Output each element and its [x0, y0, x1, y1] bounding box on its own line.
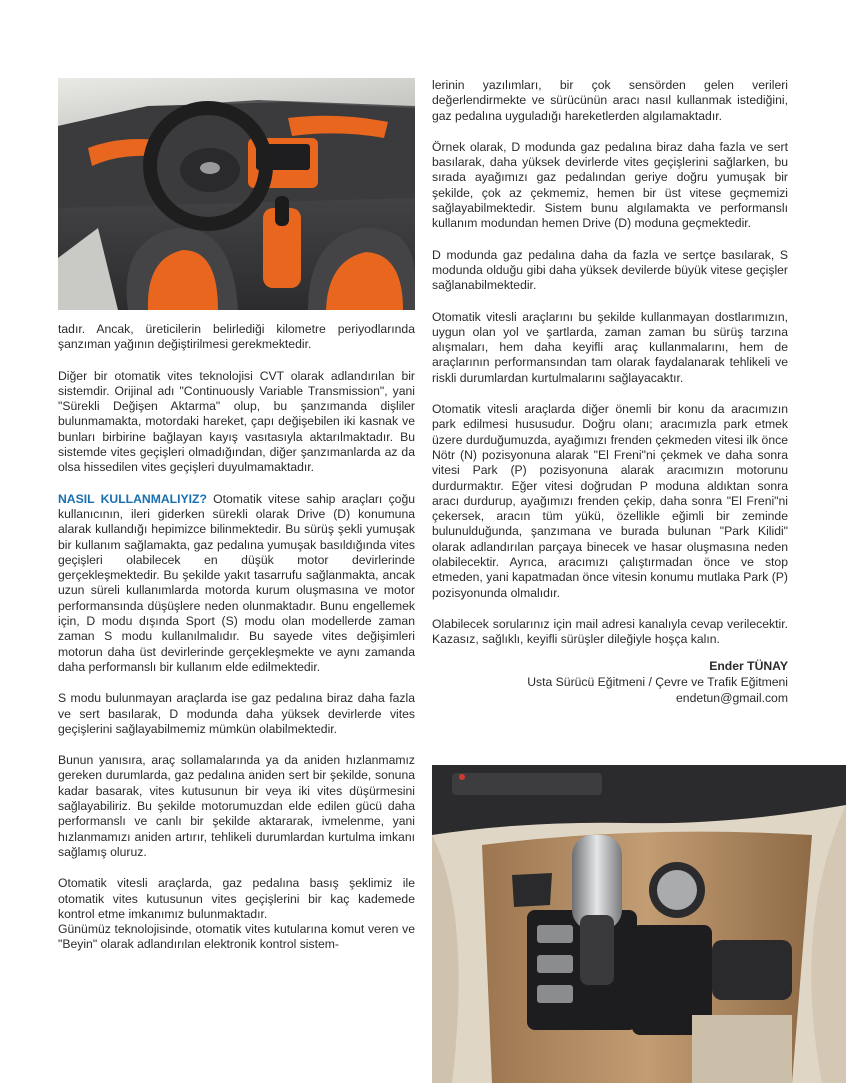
section-heading: NASIL KULLANMALIYIZ?: [58, 491, 207, 506]
paragraph: Otomatik vitesli araçlarını bu şekilde kullanmayan dostlarımızın, uygun olan yol ve şartlarda, zaman zaman bu sürüş tarzına alışmaları, hem daha keyifli araç kullanmalarını, hem de araçlarının performansından tam olarak faydalanarak tehlikeli ve riskli durumlardan kurtulmalarını sağlayacaktır.: [432, 309, 788, 385]
paragraph: S modu bulunmayan araçlarda ise gaz pedalına biraz daha fazla ve sert basılarak, D modunda daha yüksek devirlerde vites geçişlerini sağlayabilmemiz mümkün olabilmektedir.: [58, 691, 415, 736]
paragraph: tadır. Ancak, üreticilerin belirlediği kilometre periyodlarında şanzıman yağının değiştirilmesi gerekmektedir.: [58, 322, 415, 352]
paragraph: Günümüz teknolojisinde, otomatik vites kutularına komut veren ve "Beyin" olarak adlandırılan elektronik kontrol sistem-: [58, 922, 415, 952]
paragraph: Bunun yanısıra, araç sollamalarında ya da aniden hızlanmamız gereken durumlarda, gaz pedalına aniden sert bir şekilde, sonuna kadar basarak, vites kutusunun bir veya iki vites düşürmesini sağlayabiliriz. Bu şekilde motorumuzdan elde edilen gücü daha performanslı ve canlı bir şekilde aktararak, ivmelenme, yani hızlanmamızı aniden artırır, tehlikeli durumlardan kurtulma imkanı sağlamış oluruz.: [58, 753, 415, 859]
author-name: Ender TÜNAY: [709, 658, 788, 673]
paragraph: Otomatik vitesli araçlarda diğer önemli bir konu da aracımızın park edilmesi hususudur. Doğru olanı; aracımızla park etmek üzere durduğumuzda, ayağımızı frenden çekmeden vitesi ilk önce Nötr (N) pozisyonuna alarak "El Freni"ni çekmek ve daha sonra vitesi Park (P) pozisyonuna alarak aracımızın motorunu durdurmaktır. Eğer vitesi doğrudan P moduna aldıktan sonra aracı durdurup, ayağımızı frenden çekip, daha sonra "El Freni"ni çekersek, aracın tüm yükü, özellikle eğimli bir zeminde bulunulduğunda, şanzımana ve burada bulunan "Park Kilidi" olarak adlandırılan parçaya binecek ve hasar oluşmasına neden olabilecektir. Ayrıca, aracımızı çalıştırmadan önce ve stop etmeden, yani kapatmadan önce vitesin konumu mutlaka Park (P) pozisyonunda olmalıdır.: [432, 402, 788, 600]
right-column: [432, 78, 788, 706]
paragraph: Diğer bir otomatik vites teknolojisi CVT olarak adlandırılan bir sistemdir. Orijinal adı "Continuously Variable Transmission", yani "Sürekli Değişen Aktarma" olup, bu şanzımanda dişliler bulunmamakta, motordaki hareket, çapı değişebilen iki kasnak ve bunları birbirine bağlayan kayış vasıtasıyla aktarılmaktadır. Bu sistemde vites geçişleri olmadığından, diğer şanzımanlarda az da olsa hissedilen vites geçişleri duyulmamaktadır.: [58, 368, 415, 475]
paragraph: NASIL KULLANMALIYIZ? Otomatik vitese sahip araçları çoğu kullanıcının, ileri giderken sürekli olarak Drive (D) konumuna alarak kullandığı hepimizce bilinmektedir. Bu sürüş şekli yumuşak bir kullanım sağlamakta, gaz pedalına yumuşak basıldığında vites geçişleri olabilecek en düşük motor devirlerinde gerçekleşmektedir. Bu şekilde yakıt tasarrufu sağlanmakta, ancak uzun süreli kullanımlarda motorda kurum oluşmasına ve motor performansında düşüşlere neden olunmaktadır. Bunu engellemek için, D modu dışında Sport (S) modu olan modellerde zaman zaman S modu kullanılmalıdır. Bu sayede vites değişimleri motorun daha üst devirlerinde gerçekleşmekte ve aynı zamanda daha performanslı bir kullanım elde edilmektedir.: [58, 491, 415, 674]
author-title: Usta Sürücü Eğitmeni / Çevre ve Trafik Eğitmeni: [527, 674, 788, 689]
gear-console-photo: [432, 765, 846, 1083]
car-interior-photo: [58, 78, 415, 310]
left-column: [58, 322, 415, 953]
author-email: endetun@gmail.com: [676, 690, 788, 705]
paragraph: Olabilecek sorularınız için mail adresi kanalıyla cevap verilecektir. Kazasız, sağlıklı, keyifli sürüşler dileğiyle hoşça kalın.: [432, 616, 788, 647]
paragraph: Örnek olarak, D modunda gaz pedalına biraz daha fazla ve sert basılarak, daha yüksek devirlerde vites geçişlerini sağlarken, bu sırada ayağımızı gaz pedalından geriye doğru yumuşak bir şekilde, çok az çekmemiz, hemen bir üst vitese geçmemizi sağlayabilmektedir. Sistem bunu algılamakta ve performanslı kullanım modundan hemen Drive (D) moduna geçmektedir.: [432, 139, 788, 231]
paragraph: D modunda gaz pedalına daha da fazla ve sertçe basılarak, S modunda olduğu gibi daha yüksek devilerde büyük vitese geçişler sağlanabilmektedir.: [432, 247, 788, 293]
author-signature: [432, 658, 788, 706]
paragraph: lerinin yazılımları, bir çok sensörden gelen verileri değerlendirmekte ve sürücünün aracı nasıl kullanmak istediğini, gaz pedalına uyguladığı hareketlerden algılamaktadır.: [432, 78, 788, 123]
paragraph: Otomatik vitesli araçlarda, gaz pedalına basış şeklimiz ile otomatik vites kutusunun vites geçişlerini bir kaç kademede kontrol etme imkanımız bulunmaktadır.: [58, 876, 415, 921]
